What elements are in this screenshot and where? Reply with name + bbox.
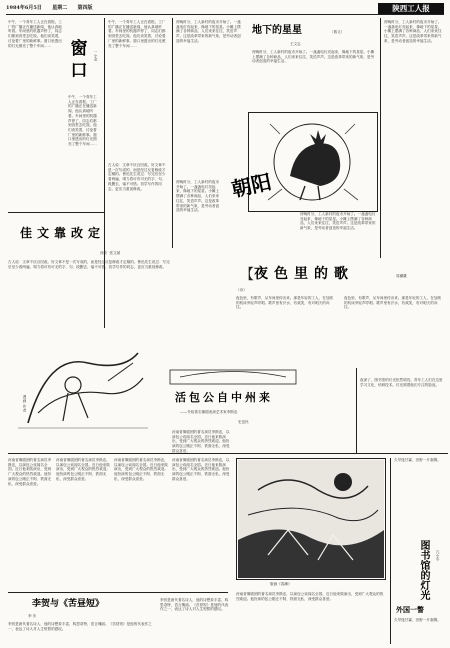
window-column-title: 窗口 xyxy=(70,39,88,81)
lower-left-column-2: 河南省豫剧团的著名演员李斯忠，以演包公戏闻名全国。近日他来陕演出，受到广大观众的热烈欢迎。他扮演的包公刚正不阿、铁面无私，深受群众喜爱。 xyxy=(56,458,110,481)
lower-left-column-4: 河南省豫剧团的著名演员李斯忠，以演包公戏闻名全国。近日他来陕演出，受到广大观众的热烈欢迎。他扮演的包公刚正不阿、铁面无私，深受群众喜爱。 xyxy=(172,458,230,481)
engraving-body: 河南省豫剧团的著名演员李斯忠，以演包公戏闻名全国。近日他来陕演出，受到广大观众的热烈欢迎。他扮演的包公刚正不阿、铁面无私，深受群众喜爱。 xyxy=(236,592,384,601)
engraving-drawing xyxy=(238,460,384,578)
middle-column-text: 傍晚时分，工人新村的夜市开始了。一盏盏电灯亮起来，像地下的星星。小摊上摆满了各种商品，人们来来往往，笑语声声。这是改革带来的新气象，是劳动者创造的幸福生活。 xyxy=(176,20,241,43)
night-song-title: 夜色里的歌 xyxy=(254,266,354,282)
bow-cartoon xyxy=(8,333,158,438)
opera-body-top: 河南省豫剧团的著名演员李斯忠，以演包公戏闻名全国。近日他来陕演出，受到广大观众的热烈欢迎。他扮演的包公刚正不阿、铁面无私，深受群众喜爱。 xyxy=(172,430,230,453)
poem-body: 李贺是唐代著名诗人，他的诗想象丰富，构思奇特，语言瑰丽。《苦昼短》是他的代表作之一，表达了诗人对人生短暂的感叹。 xyxy=(8,622,152,631)
opera-subtitle: ——介绍著名豫剧表演艺术家李斯忠 xyxy=(180,410,238,414)
night-market-tag: （散文） xyxy=(330,30,345,34)
rooster-woodcut-title: 朝阳 xyxy=(229,169,274,202)
header-date: 1984年6月5日 xyxy=(6,5,42,11)
night-song-body-left: 夜色里，有歌声，从车间里传出来。那是年轻的工人，在加班的机床旁轻声哼唱。歌声里有汗水，有欢笑，有对明天的向往。 xyxy=(236,296,334,310)
section-rule xyxy=(8,212,104,213)
window-column-byline: 一小金 xyxy=(94,50,98,61)
poem-author: 李 东 xyxy=(28,614,37,618)
library-lamp-title: 图书馆的灯光 xyxy=(418,540,429,600)
header-page-number: 第四版 xyxy=(77,5,93,11)
opera-title: 活包公自中州来 xyxy=(175,391,273,404)
night-market-continued: 傍晚时分，工人新村的夜市开始了。一盏盏电灯亮起来，像地下的星星。小摊上摆满了各种商品，人们来来往往，笑语声声。这是改革带来的新气象，是劳动者创造的幸福生活。 xyxy=(300,212,376,231)
opera-banner-ornament xyxy=(170,368,296,386)
header-rule xyxy=(6,14,444,15)
poem-body-continued: 李贺是唐代著名诗人，他的诗想象丰富，构思奇特，语言瑰丽。《苦昼短》是他的代表作之一，表达了诗人对人生短暂的感叹。 xyxy=(160,598,229,612)
bottom-right-body: 久旱逢甘霖，田野一片欢腾。 xyxy=(394,618,441,622)
night-song-bracket: 【 xyxy=(240,267,254,283)
night-market-body: 傍晚时分，工人新村的夜市开始了。一盏盏电灯亮起来，像地下的星星。小摊上摆满了各种商品，人们来来往往，笑语声声。这是改革带来的新气象，是劳动者创造的幸福生活。 xyxy=(252,50,375,64)
engraving-image xyxy=(238,460,384,578)
opera-banner xyxy=(170,368,296,386)
section-rule-middle xyxy=(8,453,448,454)
column-divider-4 xyxy=(356,368,357,453)
opera-author: 史忠民 xyxy=(238,420,249,424)
column-divider-5 xyxy=(390,458,391,644)
middle-column-text-2: 傍晚时分，工人新村的夜市开始了。一盏盏电灯亮起来，像地下的星星。小摊上摆满了各种商品，人们来来往往，笑语声声。这是改革带来的新气象，是劳动者创造的幸福生活。 xyxy=(176,180,220,213)
bottom-right-label: 外国一瞥 xyxy=(396,605,424,614)
library-lamp-author: 亢小冬 xyxy=(436,550,440,561)
night-song-kicker: （诗） xyxy=(236,288,247,292)
window-column-body-left: 中午，一个青年工人正在看报。工厂的广播正在播送新闻，他认真地听着。车间里的机器声停了，同志们都到食堂去吃饭。他们谈笑着，讨论着厂里的新鲜事。窗口里透出的灯光照亮了整个车间…… xyxy=(8,20,62,48)
column-divider-3 xyxy=(380,18,381,258)
night-market-author: 王文志 xyxy=(290,42,301,46)
vertical-small-body: 久旱逢甘霖，田野一片欢腾。 xyxy=(394,458,441,462)
library-lamp-body: 夜深了，图书馆的灯光依然明亮。青年工人们在这里学习文化，钻研技术。灯光照着他们专注的脸庞。 xyxy=(360,378,443,387)
masthead-nameplate: 陕西工人报 xyxy=(378,3,444,14)
column-divider-2 xyxy=(172,18,173,248)
bow-cartoon-caption: 漫画 作者 xyxy=(23,395,27,412)
night-song-header xyxy=(236,262,446,286)
lower-left-column-3: 河南省豫剧团的著名演员李斯忠，以演包公戏闻名全国。近日他来陕演出，受到广大观众的热烈欢迎。他扮演的包公刚正不阿、铁面无私，深受群众喜爱。 xyxy=(114,458,168,481)
bow-cartoon-drawing xyxy=(8,333,158,438)
window-column-body-right: 中午，一个青年工人正在看报。工厂的广播正在播送新闻，他认真地听着。车间里的机器声停了，同志们都到食堂去吃饭。他们谈笑着，讨论着厂里的新鲜事。窗口里透出的灯光照亮了整个车间…… xyxy=(68,95,97,147)
header-dateline xyxy=(6,6,266,14)
continuation-column-2: 古人说：文章不厌百回改。好文章不是一次写成的，而是经过反复修改才定稿的。鲁迅先生说过：写完后至少看两遍，竭力将可有可无的字、句、段删去，毫不可惜。初学写作的同志，更应当重视修改。 xyxy=(108,163,166,191)
continuation-column: 中午，一个青年工人正在看报。工厂的广播正在播送新闻，他认真地听着。车间里的机器声停了，同志们都到食堂去吃饭。他们谈笑着，讨论着厂里的新鲜事。窗口里透出的灯光照亮了整个车间…… xyxy=(108,20,166,48)
literature-article-title: 佳文靠改定 xyxy=(20,226,106,240)
literature-article-byline: 西安 张文斌 xyxy=(100,251,121,255)
poem-title: 李贺与《苦昼短》 xyxy=(32,599,105,609)
engraving-label: 版画《春潮》 xyxy=(270,582,292,586)
literature-article-body: 古人说：文章不厌百回改。好文章不是一次写成的，而是经过反复修改才定稿的。鲁迅先生说过：写完后至少看两遍，竭力将可有可无的字、句、段删去，毫不可惜。初学写作的同志，更应当重视修改。 xyxy=(8,260,170,269)
lower-left-column: 河南省豫剧团的著名演员李斯忠，以演包公戏闻名全国。近日他来陕演出，受到广大观众的热烈欢迎。他扮演的包公刚正不阿、铁面无私，深受群众喜爱。 xyxy=(8,458,52,486)
night-market-title: 地下的星星 xyxy=(252,25,302,36)
header-weekday: 星期二 xyxy=(52,5,68,11)
poem-rule xyxy=(8,592,228,593)
night-song-author: 周碾畿 xyxy=(396,274,407,278)
night-song-body-right: 夜色里，有歌声，从车间里传出来。那是年轻的工人，在加班的机床旁轻声哼唱。歌声里有汗水，有欢笑，有对明天的向往。 xyxy=(344,296,442,310)
right-column-text: 傍晚时分，工人新村的夜市开始了。一盏盏电灯亮起来，像地下的星星。小摊上摆满了各种商品，人们来来往往，笑语声声。这是改革带来的新气象，是劳动者创造的幸福生活。 xyxy=(384,20,442,43)
